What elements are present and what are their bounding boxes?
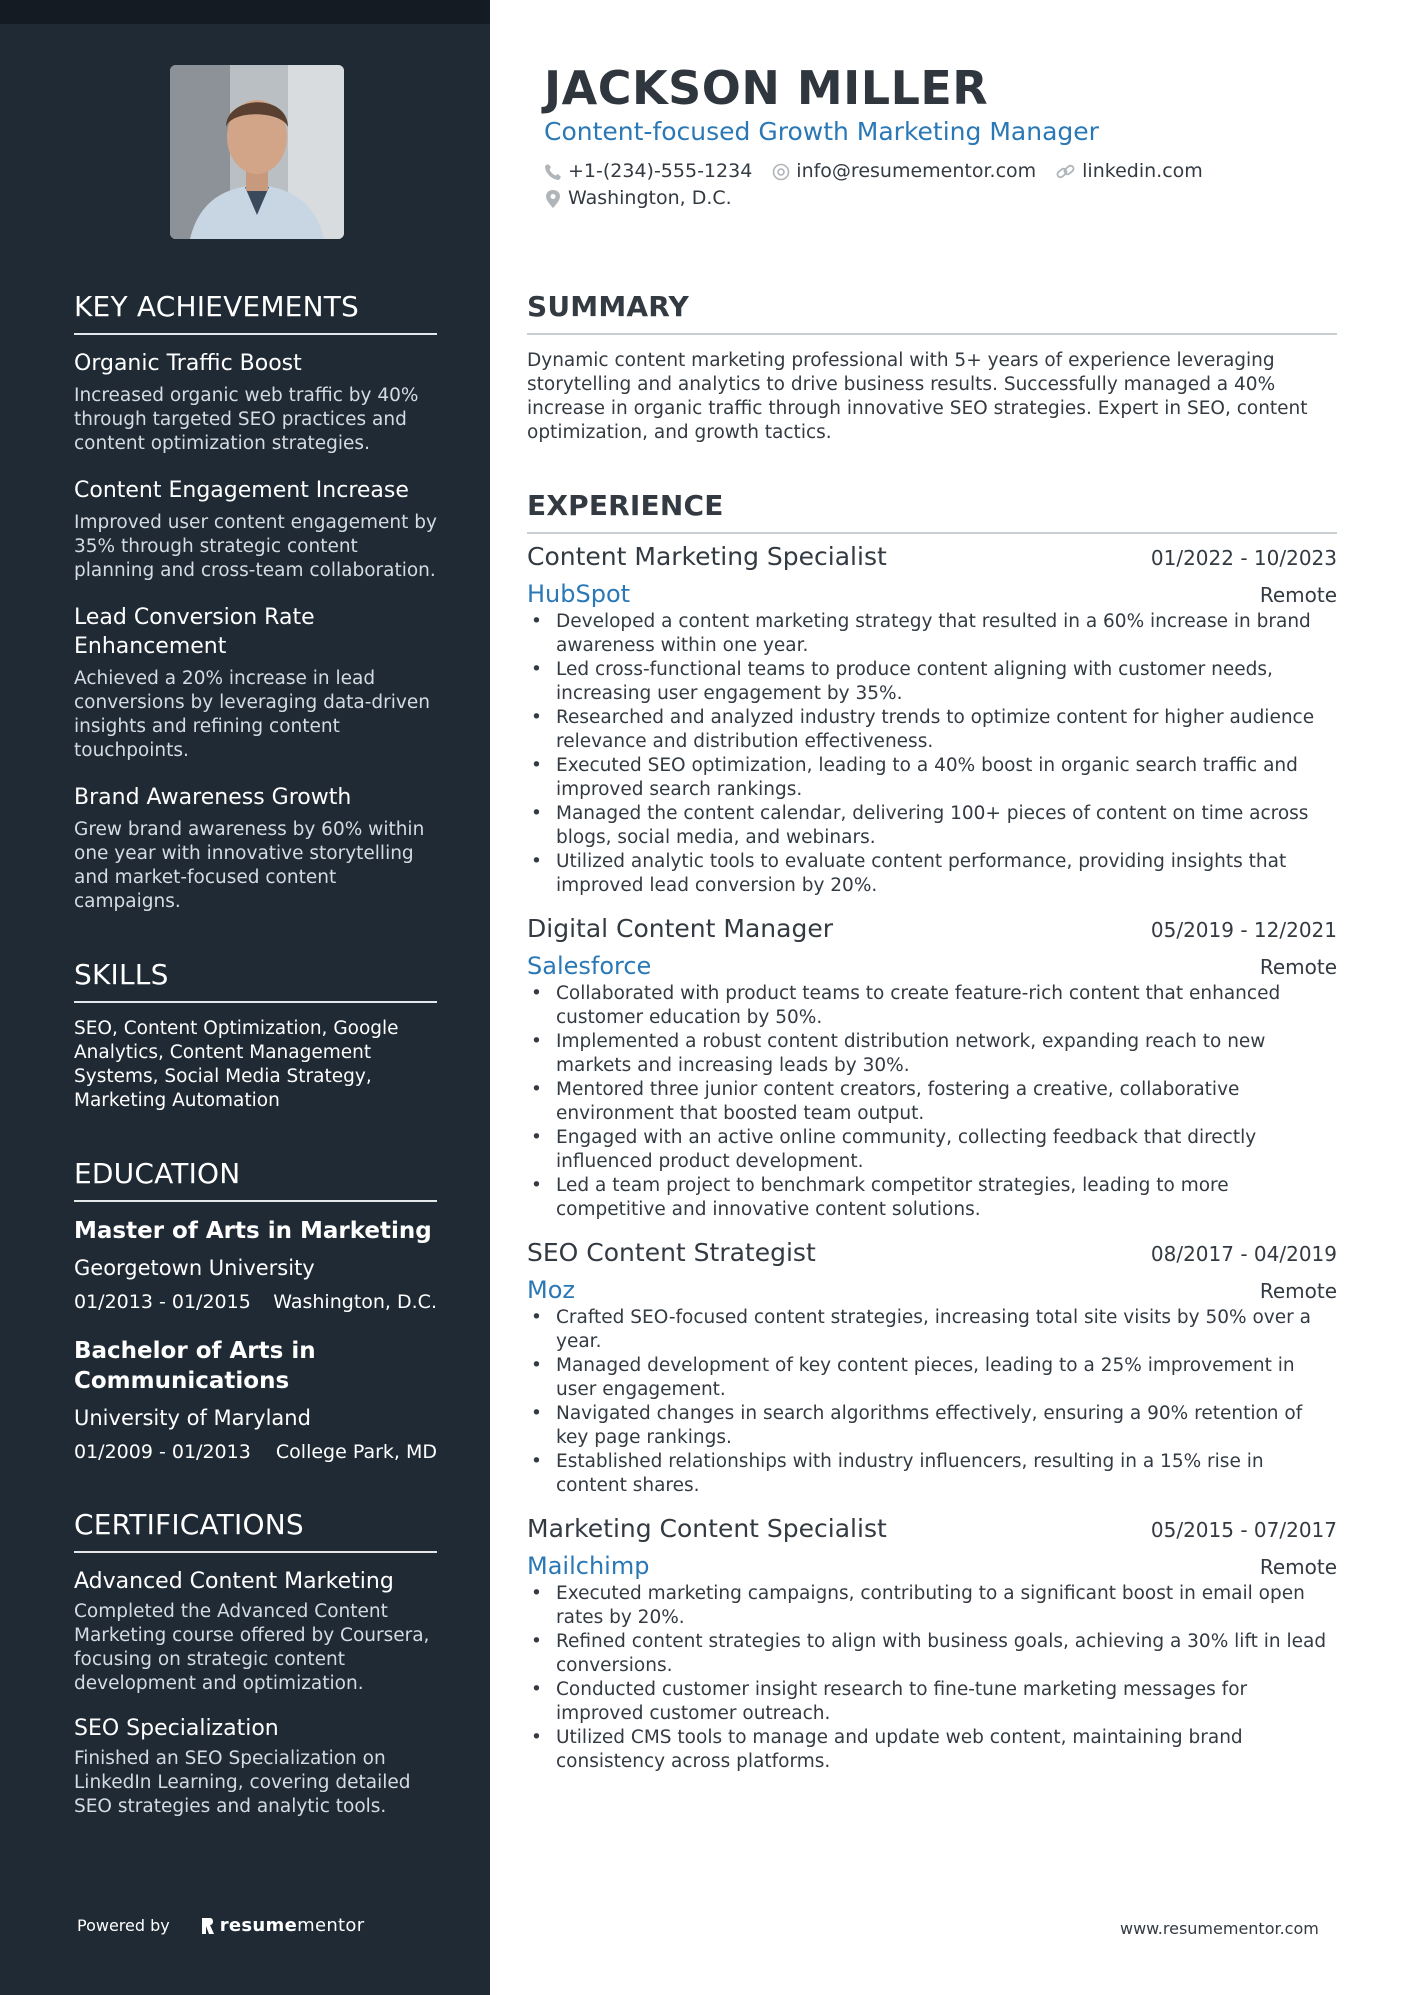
job-bullet: • Collaborated with product teams to create feature-rich content that enhanced customer education by 50%. bbox=[527, 982, 1337, 1030]
achievement-item bbox=[74, 349, 437, 456]
footer-url[interactable]: www.resumementor.com bbox=[1120, 1919, 1319, 1938]
job-bullets bbox=[527, 1306, 1337, 1498]
job-bullet: • Utilized CMS tools to manage and update web content, maintaining brand consistency across platforms. bbox=[527, 1726, 1337, 1774]
education-dates: 01/2009 - 01/2013 bbox=[74, 1441, 251, 1463]
linkedin-text: linkedin.com bbox=[1082, 160, 1203, 182]
email-text: info@resumementor.com bbox=[796, 160, 1037, 182]
at-icon bbox=[772, 163, 790, 181]
job-bullet: • Developed a content marketing strategy that resulted in a 60% increase in brand awareness within one year. bbox=[527, 610, 1337, 658]
job-dates: 08/2017 - 04/2019 bbox=[1150, 1242, 1337, 1266]
experience-heading: EXPERIENCE bbox=[527, 489, 1337, 534]
achievement-desc: Grew brand awareness by 60% within one year with innovative storytelling and market-focused content campaigns. bbox=[74, 819, 425, 912]
job-bullet: • Utilized analytic tools to evaluate content performance, providing insights that improved lead conversion by 20%. bbox=[527, 850, 1337, 898]
job-bullet: • Executed SEO optimization, leading to a 40% boost in organic search traffic and improved search rankings. bbox=[527, 754, 1337, 802]
certification-title: Advanced Content Marketing bbox=[74, 1569, 394, 1594]
job-company: HubSpot bbox=[527, 580, 631, 608]
main-content bbox=[527, 290, 1337, 1788]
achievement-title: Content Engagement Increase bbox=[74, 478, 409, 503]
candidate-title: Content-focused Growth Marketing Manager bbox=[544, 117, 1099, 146]
sidebar bbox=[0, 0, 490, 1995]
contact-row bbox=[544, 158, 1344, 185]
job-location: Remote bbox=[1259, 1555, 1337, 1579]
contact-phone[interactable] bbox=[544, 158, 752, 185]
contact-location bbox=[544, 185, 732, 212]
education-degree: Master of Arts in Marketing bbox=[74, 1218, 432, 1244]
link-icon bbox=[1056, 163, 1076, 181]
job-bullets bbox=[527, 982, 1337, 1222]
job-bullet: • Managed the content calendar, delivering 100+ pieces of content on time across blogs, social media, and webinars. bbox=[527, 802, 1337, 850]
job-company: Salesforce bbox=[527, 952, 652, 980]
achievement-item bbox=[74, 603, 437, 763]
contact-row-location bbox=[544, 185, 1344, 212]
summary-text: Dynamic content marketing professional with 5+ years of experience leveraging storytelling and analytics to drive business results. Successfully managed a 40% increase in organic traffic through innovative SEO strategies. Expert in SEO, content optimization, and growth tactics. bbox=[527, 350, 1308, 443]
job-bullet: • Conducted customer insight research to fine-tune marketing messages for improved customer outreach. bbox=[527, 1678, 1337, 1726]
certification-item bbox=[74, 1567, 437, 1696]
summary-section bbox=[527, 290, 1337, 445]
job-entry bbox=[527, 1512, 1337, 1774]
education-meta bbox=[74, 1440, 437, 1464]
job-entry bbox=[527, 1236, 1337, 1498]
skills-heading: SKILLS bbox=[74, 958, 437, 1003]
contact-email[interactable] bbox=[772, 158, 1036, 185]
brand-mark-icon bbox=[200, 1916, 216, 1936]
certifications-heading: CERTIFICATIONS bbox=[74, 1508, 437, 1553]
brand-text-resume: resume bbox=[219, 1915, 298, 1936]
achievement-item bbox=[74, 476, 437, 583]
job-bullet: • Led a team project to benchmark competitor strategies, leading to more competitive and innovative content solutions. bbox=[527, 1174, 1337, 1222]
job-bullet: • Implemented a robust content distribution network, expanding reach to new markets and increasing leads by 30%. bbox=[527, 1030, 1337, 1078]
experience-section bbox=[527, 489, 1337, 1774]
job-dates: 01/2022 - 10/2023 bbox=[1150, 546, 1337, 570]
education-meta bbox=[74, 1290, 437, 1314]
job-title: Content Marketing Specialist bbox=[527, 542, 887, 571]
job-company: Mailchimp bbox=[527, 1552, 650, 1580]
candidate-name: JACKSON MILLER bbox=[544, 61, 989, 115]
brand-text-mentor: mentor bbox=[297, 1915, 365, 1936]
certification-desc: Finished an SEO Specialization on LinkedIn Learning, covering detailed SEO strategies and analytic tools. bbox=[74, 1748, 411, 1817]
achievement-desc: Achieved a 20% increase in lead conversions by leveraging data-driven insights and refining content touchpoints. bbox=[74, 668, 430, 761]
education-item bbox=[74, 1216, 437, 1314]
profile-photo bbox=[170, 65, 344, 239]
job-bullet: • Crafted SEO-focused content strategies, increasing total site visits by 50% over a year. bbox=[527, 1306, 1337, 1354]
education-degree: Bachelor of Arts in Communications bbox=[74, 1338, 316, 1394]
education-heading: EDUCATION bbox=[74, 1157, 437, 1202]
job-company: Moz bbox=[527, 1276, 575, 1304]
powered-by bbox=[77, 1915, 364, 1936]
summary-heading: SUMMARY bbox=[527, 290, 1337, 335]
brand-logo[interactable] bbox=[200, 1915, 365, 1936]
location-text: Washington, D.C. bbox=[568, 187, 732, 209]
certification-desc: Completed the Advanced Content Marketing course offered by Coursera, focusing on strategic content development and optimization. bbox=[74, 1601, 430, 1694]
phone-icon bbox=[544, 163, 562, 181]
job-bullet: • Led cross-functional teams to produce content aligning with customer needs, increasing user engagement by 35%. bbox=[527, 658, 1337, 706]
job-bullet: • Navigated changes in search algorithms effectively, ensuring a 90% retention of key page rankings. bbox=[527, 1402, 1337, 1450]
job-title: Digital Content Manager bbox=[527, 914, 833, 943]
job-location: Remote bbox=[1259, 1279, 1337, 1303]
certifications-section bbox=[74, 1508, 437, 1819]
job-bullet: • Mentored three junior content creators, fostering a creative, collaborative environment that boosted team output. bbox=[527, 1078, 1337, 1126]
skills-list: SEO, Content Optimization, Google Analytics, Content Management Systems, Social Media Strategy, Marketing Automation bbox=[74, 1018, 399, 1111]
education-dates: 01/2013 - 01/2015 bbox=[74, 1291, 251, 1313]
education-location: College Park, MD bbox=[275, 1441, 437, 1463]
job-location: Remote bbox=[1259, 583, 1337, 607]
job-bullet: • Executed marketing campaigns, contributing to a significant boost in email open rates by 20%. bbox=[527, 1582, 1337, 1630]
job-bullets bbox=[527, 610, 1337, 898]
education-school: University of Maryland bbox=[74, 1406, 311, 1430]
job-bullets bbox=[527, 1582, 1337, 1774]
sidebar-top-bar bbox=[0, 0, 490, 24]
job-bullet: • Managed development of key content pieces, leading to a 25% improvement in user engagement. bbox=[527, 1354, 1337, 1402]
job-location: Remote bbox=[1259, 955, 1337, 979]
contact-linkedin[interactable] bbox=[1056, 158, 1203, 185]
job-dates: 05/2019 - 12/2021 bbox=[1150, 918, 1337, 942]
education-item bbox=[74, 1336, 437, 1464]
key-achievements-heading: KEY ACHIEVEMENTS bbox=[74, 290, 437, 335]
achievement-title: Brand Awareness Growth bbox=[74, 785, 352, 810]
achievement-item bbox=[74, 783, 437, 914]
job-bullet: • Established relationships with industry influencers, resulting in a 15% rise in content shares. bbox=[527, 1450, 1337, 1498]
job-bullet: • Refined content strategies to align with business goals, achieving a 30% lift in lead conversions. bbox=[527, 1630, 1337, 1678]
achievement-desc: Increased organic web traffic by 40% through targeted SEO practices and content optimization strategies. bbox=[74, 385, 419, 454]
education-section bbox=[74, 1157, 437, 1464]
skills-section bbox=[74, 958, 437, 1113]
achievement-desc: Improved user content engagement by 35% through strategic content planning and cross-team collaboration. bbox=[74, 512, 437, 581]
achievement-title: Lead Conversion Rate Enhancement bbox=[74, 605, 315, 659]
powered-by-label: Powered by bbox=[77, 1916, 170, 1935]
job-bullet: • Engaged with an active online community, collecting feedback that directly influenced product development. bbox=[527, 1126, 1337, 1174]
job-title: Marketing Content Specialist bbox=[527, 1514, 887, 1543]
key-achievements-section bbox=[74, 290, 437, 914]
achievement-title: Organic Traffic Boost bbox=[74, 351, 302, 376]
job-entry bbox=[527, 912, 1337, 1222]
certification-title: SEO Specialization bbox=[74, 1716, 279, 1741]
education-location: Washington, D.C. bbox=[273, 1291, 437, 1313]
phone-text: +1-(234)-555-1234 bbox=[568, 160, 753, 182]
education-school: Georgetown University bbox=[74, 1256, 315, 1280]
certification-item bbox=[74, 1714, 437, 1819]
job-dates: 05/2015 - 07/2017 bbox=[1150, 1518, 1337, 1542]
resume-header bbox=[544, 60, 1344, 212]
job-title: SEO Content Strategist bbox=[527, 1238, 816, 1267]
job-entry bbox=[527, 540, 1337, 898]
location-pin-icon bbox=[544, 189, 562, 209]
job-bullet: • Researched and analyzed industry trends to optimize content for higher audience relevance and distribution effectiveness. bbox=[527, 706, 1337, 754]
